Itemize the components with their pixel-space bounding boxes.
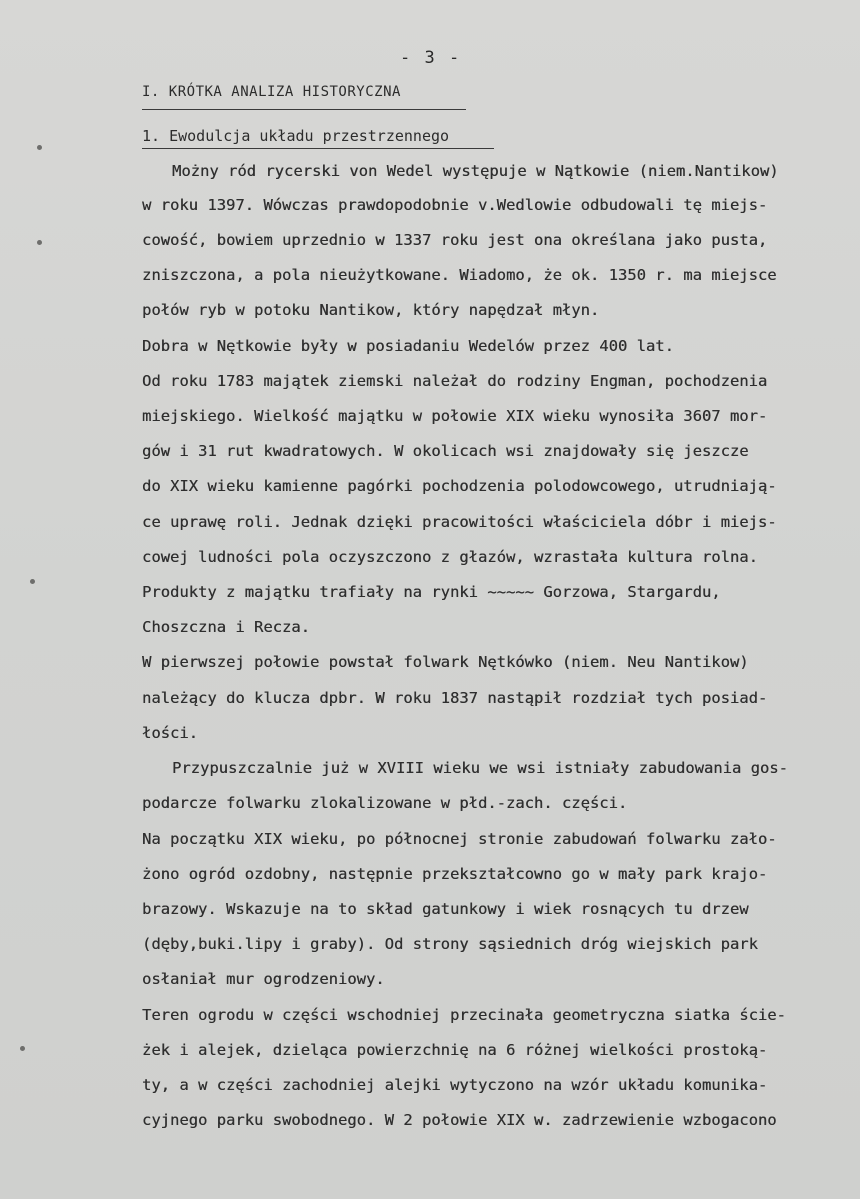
text-line: W pierwszej połowie powstał folwark Nętkówko (niem. Neu Nantikow) <box>142 653 749 671</box>
text-line: łości. <box>142 724 198 742</box>
text-line: gów i 31 rut kwadratowych. W okolicach wsi znajdowały się jeszcze <box>142 442 749 460</box>
text-line: w roku 1397. Wówczas prawdopodobnie v.Wedlowie odbudowali tę miejs- <box>142 196 768 214</box>
text-line: Teren ogrodu w części wschodniej przecinała geometryczna siatka ście- <box>142 1006 786 1024</box>
subsection-heading: 1. Ewodulcja układu przestrzennego <box>142 127 450 145</box>
page-number: - 3 - <box>400 48 462 68</box>
text-line: Dobra w Nętkowie były w posiadaniu Wedelów przez 400 lat. <box>142 337 674 355</box>
text-line: miejskiego. Wielkość majątku w połowie XIX wieku wynosiła 3607 mor- <box>142 407 768 425</box>
section-heading: I. KRÓTKA ANALIZA HISTORYCZNA <box>142 84 401 100</box>
punch-hole-mark <box>37 240 42 245</box>
text-line: (dęby,buki.lipy i graby). Od strony sąsiednich dróg wiejskich park <box>142 935 758 953</box>
text-line: cyjnego parku swobodnego. W 2 połowie XIX w. zadrzewienie wzbogacono <box>142 1111 777 1129</box>
text-line: ce uprawę roli. Jednak dzięki pracowitości właściciela dóbr i miejs- <box>142 513 777 531</box>
text-line: Na początku XIX wieku, po północnej stronie zabudowań folwarku zało- <box>142 830 777 848</box>
text-line: do XIX wieku kamienne pagórki pochodzenia polodowcowego, utrudniają- <box>142 477 777 495</box>
text-line: żek i alejek, dzieląca powierzchnię na 6 różnej wielkości prostoką- <box>142 1041 768 1059</box>
text-line: Przypuszczalnie już w XVIII wieku we wsi istniały zabudowania gos- <box>172 759 788 777</box>
punch-hole-mark <box>37 145 42 150</box>
punch-hole-mark <box>30 579 35 584</box>
text-line: ty, a w części zachodniej alejki wytyczono na wzór układu komunika- <box>142 1076 768 1094</box>
text-line: żono ogród ozdobny, następnie przekształcowno go w mały park krajo- <box>142 865 768 883</box>
text-line: należący do klucza dpbr. W roku 1837 nastąpił rozdział tych posiad- <box>142 689 768 707</box>
text-line: Choszczna i Recza. <box>142 618 310 636</box>
text-line: Możny ród rycerski von Wedel występuje w Nątkowie (niem.Nantikow) <box>172 162 779 180</box>
text-line: zniszczona, a pola nieużytkowane. Wiadomo, że ok. 1350 r. ma miejsce <box>142 266 777 284</box>
text-line: osłaniał mur ogrodzeniowy. <box>142 970 385 988</box>
section-heading-underline <box>142 109 466 110</box>
punch-hole-mark <box>20 1046 25 1051</box>
text-line: podarcze folwarku zlokalizowane w płd.-zach. części. <box>142 794 628 812</box>
text-line: cowość, bowiem uprzednio w 1337 roku jest ona określana jako pusta, <box>142 231 768 249</box>
text-line: Od roku 1783 majątek ziemski należał do rodziny Engman, pochodzenia <box>142 372 768 390</box>
text-line: połów ryb w potoku Nantikow, który napędzał młyn. <box>142 301 600 319</box>
text-line: brazowy. Wskazuje na to skład gatunkowy i wiek rosnących tu drzew <box>142 900 749 918</box>
text-line: cowej ludności pola oczyszczono z głazów, wzrastała kultura rolna. <box>142 548 758 566</box>
text-line: Produkty z majątku trafiały na rynki ~~~~~ Gorzowa, Stargardu, <box>142 583 721 601</box>
subsection-heading-underline <box>142 148 494 149</box>
